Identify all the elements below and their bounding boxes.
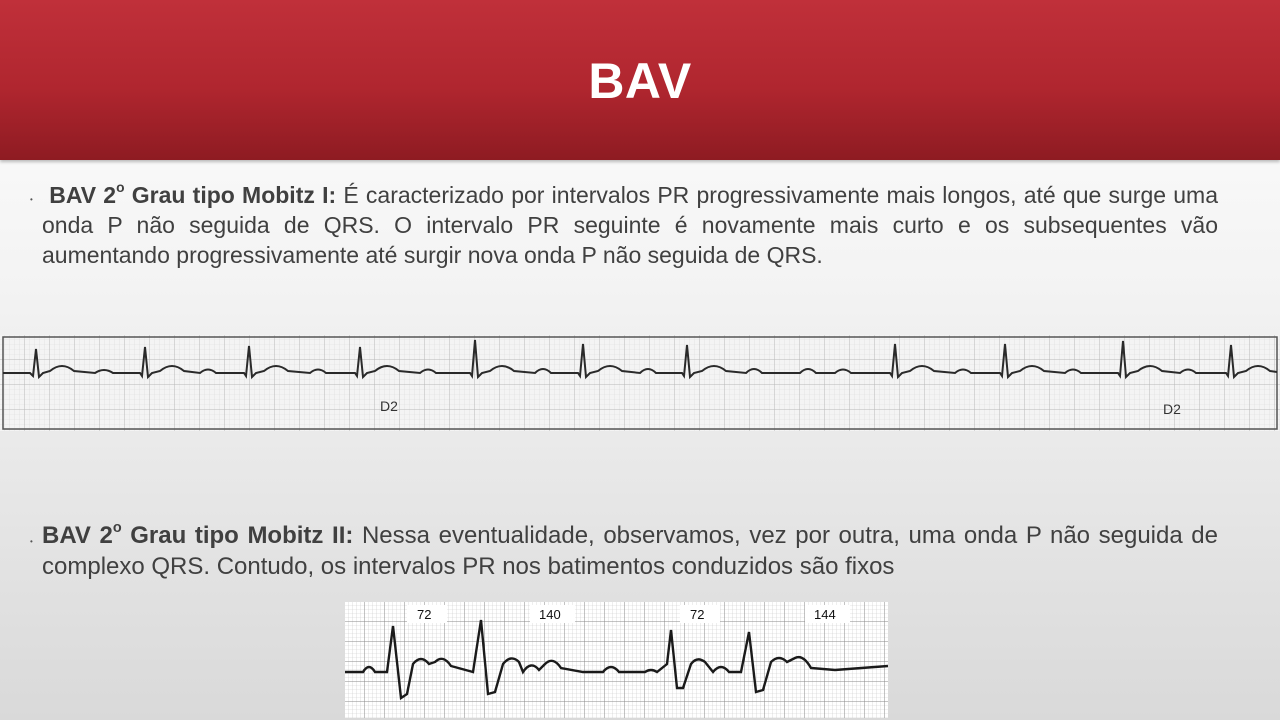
ecg1-lead-label-2: D2: [1163, 401, 1181, 417]
mobitz1-text: É caracterizado por intervalos PR progressivamente mais longos, até que surge uma onda P não seguida de QRS. O intervalo PR seguinte é novamente mais curto e os subsequentes vão aumentando progressivamente até surgir nova onda P não seguida de QRS.: [42, 182, 1218, 268]
ecg2-rate-label-1: 72: [417, 607, 432, 622]
ecg2-rate-label-2: 140: [539, 607, 561, 622]
ecg-strip-mobitz1: [0, 335, 1280, 431]
mobitz2-text: Nessa eventualidade, observamos, vez por outra, uma onda P não seguida de complexo QRS. Contudo, os intervalos PR nos batimentos conduzidos são fixos: [42, 522, 1219, 580]
slide-title: BAV: [588, 53, 692, 109]
ecg1-lead-label-1: D2: [380, 398, 398, 414]
mobitz1-term: BAV 2$^o$ Grau tipo Mobitz I:: [49, 180, 337, 208]
ecg2-rate-label-4: 144: [814, 607, 836, 622]
mobitz1-paragraph: [42, 180, 1218, 270]
bullet-2: •: [30, 537, 33, 546]
ecg2-rate-label-3: 72: [690, 607, 705, 622]
bullet-1: •: [30, 195, 33, 204]
mobitz2-paragraph: [42, 520, 1218, 582]
mobitz2-term: BAV 2$^o$ Grau tipo Mobitz II:: [42, 520, 354, 549]
ecg-strip-mobitz2: [345, 602, 888, 718]
